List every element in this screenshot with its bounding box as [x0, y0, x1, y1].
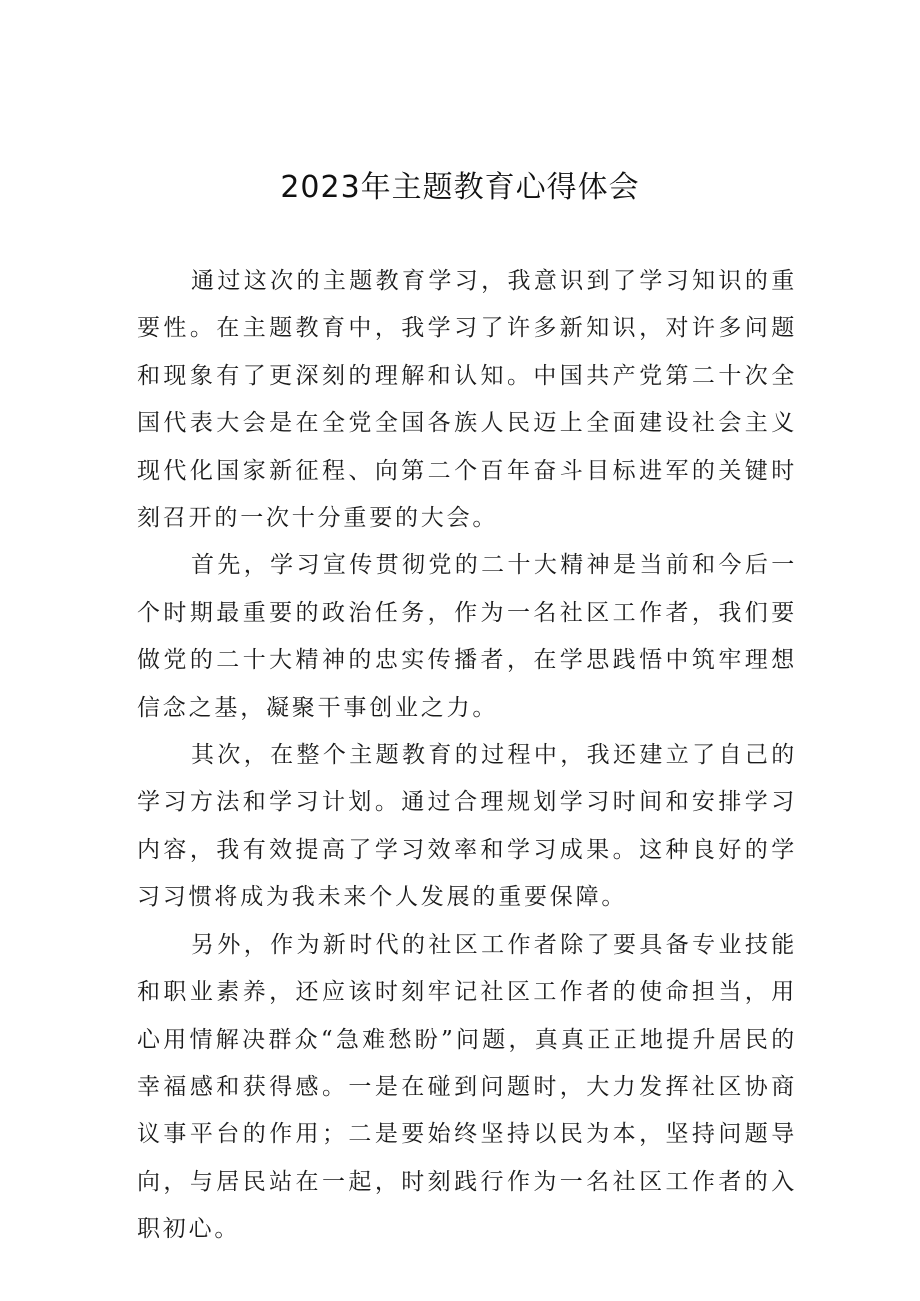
- document-title: 2023年主题教育心得体会: [280, 170, 640, 205]
- paragraph-first: 首先，学习宣传贯彻党的二十大精神是当前和今后一个时期最重要的政治任务，作为一名社区工作者，我们要做党的二十大精神的忠实传播者，在学思践悟中筑牢理想信念之基，凝聚干事创业之力。: [137, 552, 797, 721]
- paragraph-second: 其次，在整个主题教育的过程中，我还建立了自己的学习方法和学习计划。通过合理规划学习时间和安排学习内容，我有效提高了学习效率和学习成果。这种良好的学习习惯将成为我未来个人发展的重要保障。: [137, 742, 797, 911]
- document-body: [137, 258, 797, 1254]
- paragraph-additionally: 另外，作为新时代的社区工作者除了要具备专业技能和职业素养，还应该时刻牢记社区工作者的使命担当，用心用情解决群众“急难愁盼”问题，真真正正地提升居民的幸福感和获得感。一是在碰到问题时，大力发挥社区协商议事平台的作用；二是要始终坚持以民为本，坚持问题导向，与居民站在一起，时刻践行作为一名社区工作者的入职初心。: [137, 931, 797, 1243]
- paragraph-intro: 通过这次的主题教育学习，我意识到了学习知识的重要性。在主题教育中，我学习了许多新知识，对许多问题和现象有了更深刻的理解和认知。中国共产党第二十次全国代表大会是在全党全国各族人民迈上全面建设社会主义现代化国家新征程、向第二个百年奋斗目标进军的关键时刻召开的一次十分重要的大会。: [137, 268, 797, 532]
